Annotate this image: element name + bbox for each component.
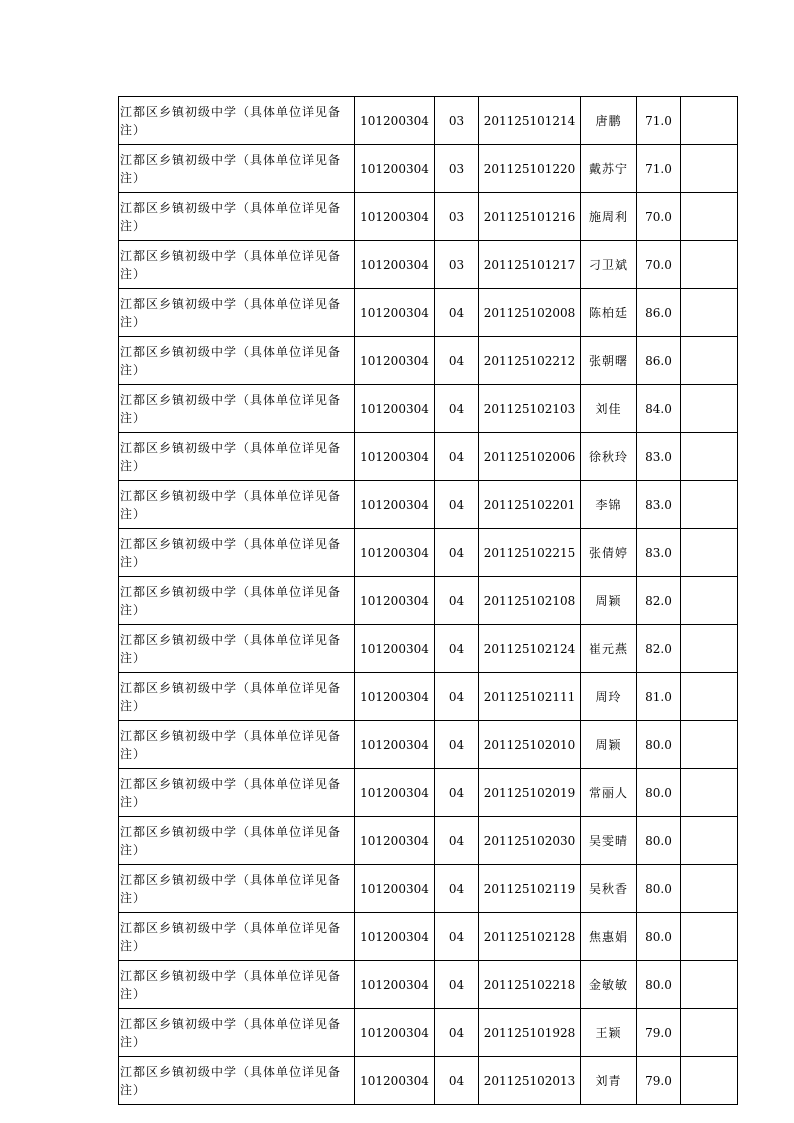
note-cell xyxy=(681,1009,738,1057)
seq-cell: 04 xyxy=(435,385,479,433)
note-cell xyxy=(681,385,738,433)
score-cell: 81.0 xyxy=(637,673,681,721)
note-cell xyxy=(681,97,738,145)
note-cell xyxy=(681,721,738,769)
score-cell: 71.0 xyxy=(637,145,681,193)
candidate-name-cell: 张倩婷 xyxy=(581,529,637,577)
table-row xyxy=(119,673,738,721)
note-cell xyxy=(681,433,738,481)
note-cell xyxy=(681,337,738,385)
score-cell: 86.0 xyxy=(637,289,681,337)
table-row xyxy=(119,721,738,769)
job-code-cell: 101200304 xyxy=(355,673,435,721)
job-code-cell: 101200304 xyxy=(355,193,435,241)
results-table-body xyxy=(119,97,738,1105)
unit-cell: 江都区乡镇初级中学（具体单位详见备注） xyxy=(119,1057,355,1105)
note-cell xyxy=(681,769,738,817)
seq-cell: 04 xyxy=(435,673,479,721)
exam-number-cell: 201125102006 xyxy=(479,433,581,481)
unit-cell: 江都区乡镇初级中学（具体单位详见备注） xyxy=(119,625,355,673)
unit-cell: 江都区乡镇初级中学（具体单位详见备注） xyxy=(119,385,355,433)
exam-number-cell: 201125102201 xyxy=(479,481,581,529)
note-cell xyxy=(681,529,738,577)
candidate-name-cell: 施周利 xyxy=(581,193,637,241)
unit-cell: 江都区乡镇初级中学（具体单位详见备注） xyxy=(119,817,355,865)
job-code-cell: 101200304 xyxy=(355,97,435,145)
note-cell xyxy=(681,673,738,721)
score-cell: 79.0 xyxy=(637,1009,681,1057)
score-cell: 80.0 xyxy=(637,961,681,1009)
job-code-cell: 101200304 xyxy=(355,625,435,673)
job-code-cell: 101200304 xyxy=(355,241,435,289)
score-cell: 80.0 xyxy=(637,769,681,817)
score-cell: 86.0 xyxy=(637,337,681,385)
seq-cell: 04 xyxy=(435,481,479,529)
note-cell xyxy=(681,817,738,865)
candidate-name-cell: 刁卫斌 xyxy=(581,241,637,289)
exam-number-cell: 201125102124 xyxy=(479,625,581,673)
seq-cell: 04 xyxy=(435,1009,479,1057)
table-row xyxy=(119,145,738,193)
unit-cell: 江都区乡镇初级中学（具体单位详见备注） xyxy=(119,721,355,769)
job-code-cell: 101200304 xyxy=(355,337,435,385)
exam-number-cell: 201125101217 xyxy=(479,241,581,289)
candidate-name-cell: 刘佳 xyxy=(581,385,637,433)
note-cell xyxy=(681,961,738,1009)
job-code-cell: 101200304 xyxy=(355,577,435,625)
candidate-name-cell: 周玲 xyxy=(581,673,637,721)
job-code-cell: 101200304 xyxy=(355,145,435,193)
note-cell xyxy=(681,913,738,961)
score-cell: 82.0 xyxy=(637,625,681,673)
seq-cell: 04 xyxy=(435,1057,479,1105)
unit-cell: 江都区乡镇初级中学（具体单位详见备注） xyxy=(119,145,355,193)
candidate-name-cell: 周颖 xyxy=(581,721,637,769)
candidate-name-cell: 王颖 xyxy=(581,1009,637,1057)
seq-cell: 03 xyxy=(435,193,479,241)
note-cell xyxy=(681,865,738,913)
exam-number-cell: 201125102111 xyxy=(479,673,581,721)
table-row xyxy=(119,193,738,241)
note-cell xyxy=(681,289,738,337)
score-cell: 83.0 xyxy=(637,433,681,481)
seq-cell: 03 xyxy=(435,97,479,145)
seq-cell: 04 xyxy=(435,913,479,961)
seq-cell: 04 xyxy=(435,961,479,1009)
exam-number-cell: 201125102119 xyxy=(479,865,581,913)
table-row xyxy=(119,817,738,865)
exam-number-cell: 201125102212 xyxy=(479,337,581,385)
note-cell xyxy=(681,241,738,289)
unit-cell: 江都区乡镇初级中学（具体单位详见备注） xyxy=(119,481,355,529)
note-cell xyxy=(681,193,738,241)
score-cell: 71.0 xyxy=(637,97,681,145)
candidate-name-cell: 焦惠娟 xyxy=(581,913,637,961)
score-cell: 80.0 xyxy=(637,913,681,961)
table-row xyxy=(119,481,738,529)
job-code-cell: 101200304 xyxy=(355,817,435,865)
table-row xyxy=(119,529,738,577)
exam-number-cell: 201125102218 xyxy=(479,961,581,1009)
exam-number-cell: 201125101928 xyxy=(479,1009,581,1057)
seq-cell: 03 xyxy=(435,241,479,289)
score-cell: 84.0 xyxy=(637,385,681,433)
seq-cell: 04 xyxy=(435,817,479,865)
exam-number-cell: 201125102013 xyxy=(479,1057,581,1105)
job-code-cell: 101200304 xyxy=(355,769,435,817)
exam-number-cell: 201125102010 xyxy=(479,721,581,769)
score-cell: 70.0 xyxy=(637,193,681,241)
unit-cell: 江都区乡镇初级中学（具体单位详见备注） xyxy=(119,337,355,385)
unit-cell: 江都区乡镇初级中学（具体单位详见备注） xyxy=(119,769,355,817)
table-row xyxy=(119,577,738,625)
exam-number-cell: 201125101220 xyxy=(479,145,581,193)
candidate-name-cell: 金敏敏 xyxy=(581,961,637,1009)
job-code-cell: 101200304 xyxy=(355,481,435,529)
candidate-name-cell: 周颖 xyxy=(581,577,637,625)
exam-number-cell: 201125101216 xyxy=(479,193,581,241)
candidate-name-cell: 吴雯晴 xyxy=(581,817,637,865)
unit-cell: 江都区乡镇初级中学（具体单位详见备注） xyxy=(119,529,355,577)
exam-number-cell: 201125102215 xyxy=(479,529,581,577)
job-code-cell: 101200304 xyxy=(355,289,435,337)
table-row xyxy=(119,433,738,481)
table-row xyxy=(119,289,738,337)
score-cell: 83.0 xyxy=(637,529,681,577)
candidate-name-cell: 陈柏廷 xyxy=(581,289,637,337)
unit-cell: 江都区乡镇初级中学（具体单位详见备注） xyxy=(119,1009,355,1057)
job-code-cell: 101200304 xyxy=(355,721,435,769)
table-row xyxy=(119,625,738,673)
table-row xyxy=(119,913,738,961)
unit-cell: 江都区乡镇初级中学（具体单位详见备注） xyxy=(119,433,355,481)
table-row xyxy=(119,1057,738,1105)
unit-cell: 江都区乡镇初级中学（具体单位详见备注） xyxy=(119,241,355,289)
score-cell: 82.0 xyxy=(637,577,681,625)
candidate-name-cell: 李锦 xyxy=(581,481,637,529)
seq-cell: 04 xyxy=(435,433,479,481)
unit-cell: 江都区乡镇初级中学（具体单位详见备注） xyxy=(119,289,355,337)
score-cell: 83.0 xyxy=(637,481,681,529)
results-table xyxy=(118,96,738,1105)
score-cell: 80.0 xyxy=(637,817,681,865)
candidate-name-cell: 戴苏宁 xyxy=(581,145,637,193)
candidate-name-cell: 徐秋玲 xyxy=(581,433,637,481)
table-row xyxy=(119,241,738,289)
job-code-cell: 101200304 xyxy=(355,385,435,433)
exam-number-cell: 201125102030 xyxy=(479,817,581,865)
candidate-name-cell: 常丽人 xyxy=(581,769,637,817)
candidate-name-cell: 崔元燕 xyxy=(581,625,637,673)
seq-cell: 04 xyxy=(435,769,479,817)
note-cell xyxy=(681,625,738,673)
candidate-name-cell: 吴秋香 xyxy=(581,865,637,913)
score-cell: 80.0 xyxy=(637,865,681,913)
exam-number-cell: 201125102008 xyxy=(479,289,581,337)
table-row xyxy=(119,1009,738,1057)
seq-cell: 04 xyxy=(435,721,479,769)
unit-cell: 江都区乡镇初级中学（具体单位详见备注） xyxy=(119,97,355,145)
table-row xyxy=(119,337,738,385)
seq-cell: 04 xyxy=(435,625,479,673)
seq-cell: 04 xyxy=(435,289,479,337)
unit-cell: 江都区乡镇初级中学（具体单位详见备注） xyxy=(119,577,355,625)
note-cell xyxy=(681,1057,738,1105)
job-code-cell: 101200304 xyxy=(355,1009,435,1057)
score-cell: 80.0 xyxy=(637,721,681,769)
exam-number-cell: 201125102108 xyxy=(479,577,581,625)
job-code-cell: 101200304 xyxy=(355,913,435,961)
exam-number-cell: 201125102128 xyxy=(479,913,581,961)
job-code-cell: 101200304 xyxy=(355,433,435,481)
exam-number-cell: 201125102103 xyxy=(479,385,581,433)
score-cell: 70.0 xyxy=(637,241,681,289)
table-row xyxy=(119,961,738,1009)
seq-cell: 04 xyxy=(435,577,479,625)
score-cell: 79.0 xyxy=(637,1057,681,1105)
candidate-name-cell: 张朝曙 xyxy=(581,337,637,385)
job-code-cell: 101200304 xyxy=(355,865,435,913)
job-code-cell: 101200304 xyxy=(355,961,435,1009)
seq-cell: 04 xyxy=(435,529,479,577)
job-code-cell: 101200304 xyxy=(355,1057,435,1105)
unit-cell: 江都区乡镇初级中学（具体单位详见备注） xyxy=(119,673,355,721)
seq-cell: 04 xyxy=(435,337,479,385)
unit-cell: 江都区乡镇初级中学（具体单位详见备注） xyxy=(119,913,355,961)
unit-cell: 江都区乡镇初级中学（具体单位详见备注） xyxy=(119,865,355,913)
note-cell xyxy=(681,577,738,625)
table-row xyxy=(119,865,738,913)
candidate-name-cell: 唐鹏 xyxy=(581,97,637,145)
note-cell xyxy=(681,145,738,193)
job-code-cell: 101200304 xyxy=(355,529,435,577)
seq-cell: 03 xyxy=(435,145,479,193)
table-row xyxy=(119,385,738,433)
unit-cell: 江都区乡镇初级中学（具体单位详见备注） xyxy=(119,193,355,241)
note-cell xyxy=(681,481,738,529)
table-row xyxy=(119,769,738,817)
candidate-name-cell: 刘青 xyxy=(581,1057,637,1105)
table-row xyxy=(119,97,738,145)
exam-number-cell: 201125101214 xyxy=(479,97,581,145)
seq-cell: 04 xyxy=(435,865,479,913)
exam-number-cell: 201125102019 xyxy=(479,769,581,817)
unit-cell: 江都区乡镇初级中学（具体单位详见备注） xyxy=(119,961,355,1009)
